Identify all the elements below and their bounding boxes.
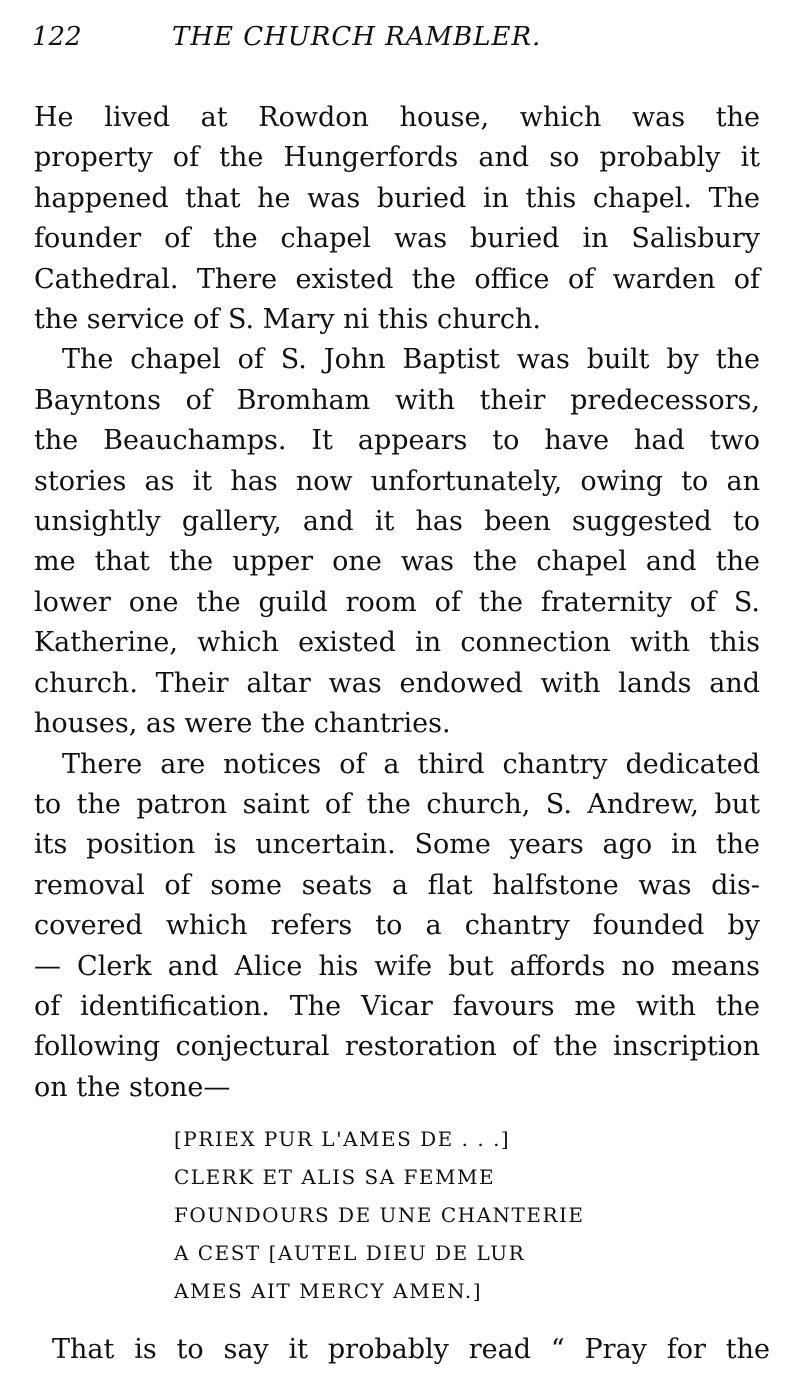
text-line: There are notices of a third chantry dedicated: [62, 748, 760, 780]
text-line: happened that he was buried in this chapel. The: [34, 182, 760, 214]
text-line: Cathedral. There existed the office of warden of: [34, 263, 760, 295]
inscription-line: CLERK ET ALIS SA FEMME: [174, 1165, 496, 1189]
text-line: its position is uncertain. Some years ago in the: [34, 829, 760, 861]
text-line: Bayntons of Bromham with their predecessors,: [34, 384, 760, 416]
text-line: He lived at Rowdon house, which was the: [34, 102, 760, 133]
text-line: covered which refers to a chantry founded by: [34, 910, 760, 942]
text-line: Katherine, which existed in connection with this: [34, 627, 760, 659]
text-line: houses, as were the chantries.: [34, 708, 451, 740]
running-title: THE CHURCH RAMBLER.: [172, 22, 542, 52]
text-line: removal of some seats a flat halfstone was dis-: [34, 869, 760, 901]
text-line: to the patron saint of the church, S. Andrew, but: [34, 788, 760, 820]
paragraph-third-chantry: [34, 745, 760, 1109]
text-line: the service of S. Mary ni this church.: [34, 304, 541, 336]
text-line: church. Their altar was endowed with lands and: [34, 667, 760, 699]
text-line: on the stone—: [34, 1071, 231, 1103]
page-header: [32, 22, 772, 58]
inscription-line: A CEST [AUTEL DIEU DE LUR: [174, 1241, 526, 1265]
text-line: founder of the chapel was buried in Salisbury: [34, 223, 760, 255]
inscription-block: [174, 1120, 644, 1310]
text-line: of identification. The Vicar favours me with the: [34, 990, 760, 1022]
text-line: property of the Hungerfords and so probably it: [34, 142, 760, 174]
text-line: the Beauchamps. It appears to have had two: [34, 425, 760, 457]
text-line: lower one the guild room of the fraternity of S.: [34, 586, 760, 618]
text-line: — Clerk and Alice his wife but affords no means: [34, 950, 760, 982]
text-line: The chapel of S. John Baptist was built by the: [62, 344, 760, 376]
body-text: [34, 98, 760, 1108]
text-line: following conjectural restoration of the inscription: [34, 1031, 760, 1063]
text-line: unsightly gallery, and it has been suggested to: [34, 506, 760, 538]
page-number: 122: [32, 22, 82, 52]
inscription-line: FOUNDOURS DE UNE CHANTERIE: [174, 1203, 585, 1227]
inscription-line: AMES AIT MERCY AMEN.]: [174, 1279, 483, 1303]
paragraph-john-baptist-chapel: [34, 340, 760, 744]
paragraph-rowdon-house: [34, 98, 760, 340]
closing-text-line: That is to say it probably read “ Pray for the: [52, 1334, 770, 1365]
inscription-line: [PRIEX PUR L'AMES DE . . .]: [174, 1127, 511, 1151]
text-line: stories as it has now unfortunately, owing to an: [34, 465, 760, 497]
text-line: me that the upper one was the chapel and the: [34, 546, 760, 578]
